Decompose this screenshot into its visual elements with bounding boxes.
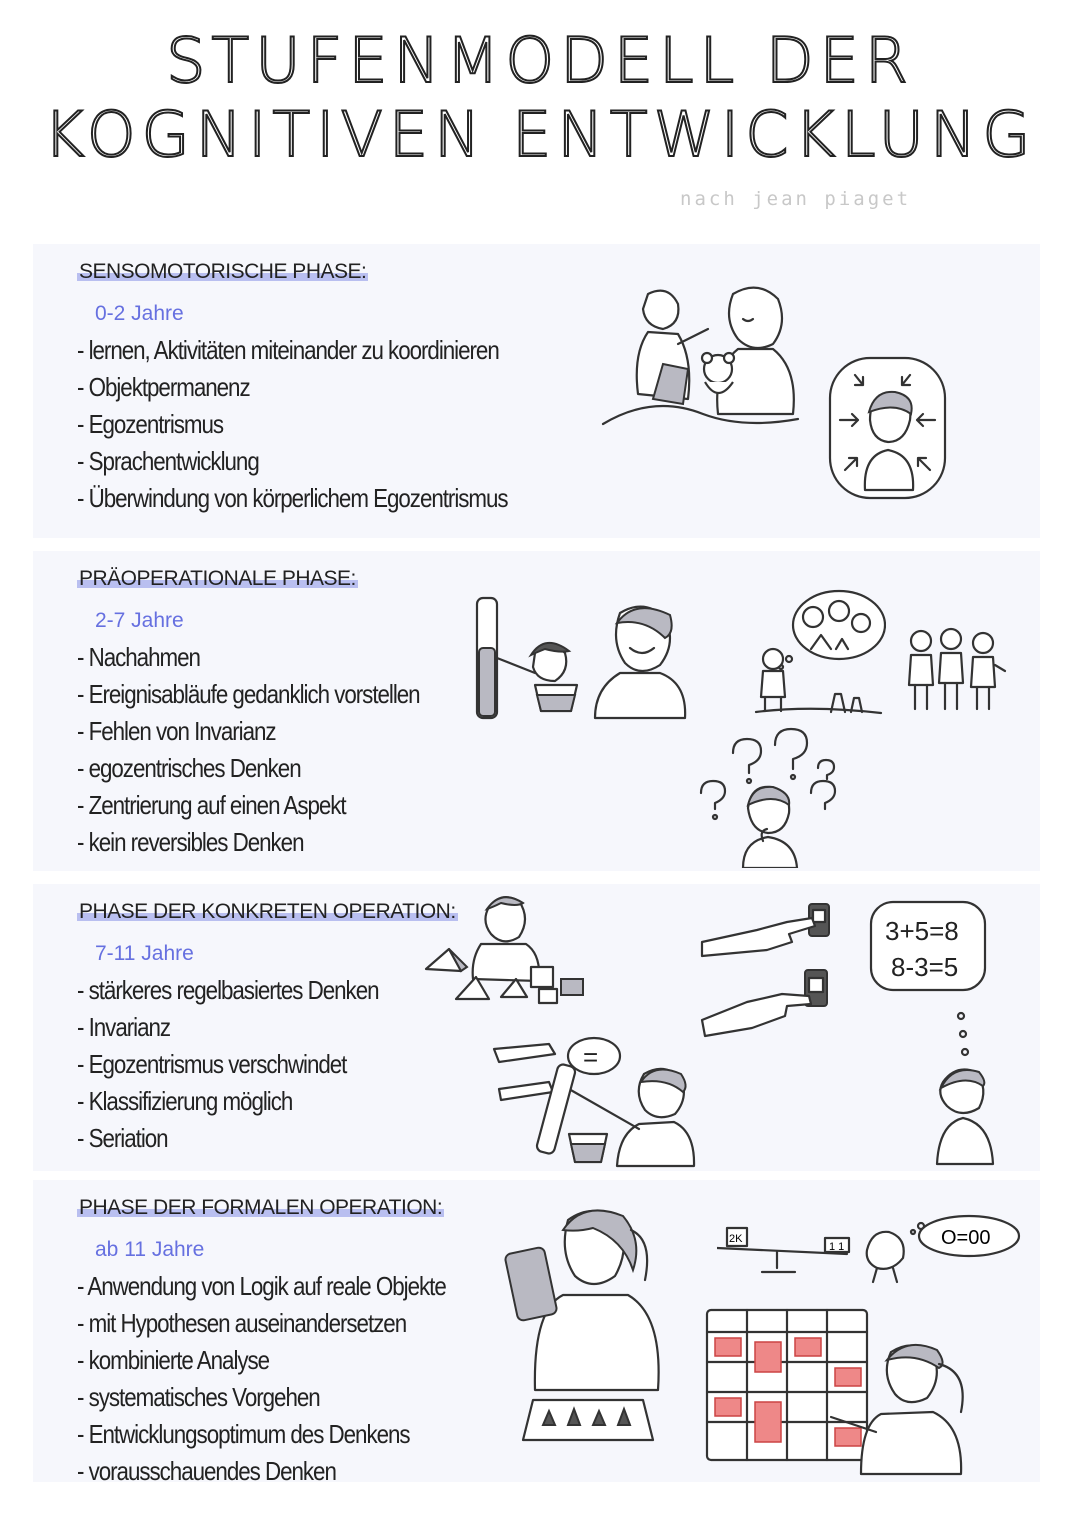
subtitle: nach jean piaget	[680, 188, 912, 210]
list-item: - Ereignisabläufe gedanklich vorstellen	[77, 679, 420, 709]
phase-section-formale-operation	[33, 1180, 1040, 1486]
list-item: - mit Hypothesen auseinandersetzen	[77, 1308, 407, 1338]
list-item: - Seriation	[77, 1123, 168, 1153]
phase-age: ab 11 Jahre	[95, 1238, 205, 1261]
list-item: - systematisches Vorgehen	[77, 1382, 320, 1412]
list-item: - Fehlen von Invarianz	[77, 716, 276, 746]
phase-title: SENSOMOTORISCHE PHASE:	[79, 260, 367, 283]
phase-age: 7-11 Jahre	[95, 942, 194, 965]
list-item: - vorausschauendes Denken	[77, 1456, 336, 1486]
illustration-boy-building-blocks	[421, 889, 591, 1009]
phase-section-konkrete-operation	[33, 884, 1040, 1171]
illustration-girl-thinking	[931, 1004, 1001, 1169]
phase-item-list	[77, 332, 578, 517]
illustration-hands-pressing-buttons	[697, 900, 837, 1040]
list-item: - Nachahmen	[77, 642, 200, 672]
phase-age: 2-7 Jahre	[95, 609, 184, 632]
list-item: - Zentrierung auf einen Aspekt	[77, 790, 346, 820]
phase-item-list	[77, 1268, 506, 1490]
thought-bubble-text: O=00	[941, 1227, 991, 1249]
illustration-girl-planning-board	[701, 1302, 981, 1477]
list-item: - Entwicklungsoptimum des Denkens	[77, 1419, 410, 1449]
list-item: - Egozentrismus	[77, 409, 224, 439]
list-item: - kombinierte Analyse	[77, 1345, 270, 1375]
illustration-girl-pouring-water	[489, 1034, 699, 1169]
illustration-three-kids	[903, 627, 1008, 712]
phase-item-list	[77, 972, 428, 1157]
phase-title: PHASE DER KONKRETEN OPERATION:	[79, 900, 456, 923]
phase-title: PRÄOPERATIONALE PHASE:	[79, 567, 356, 590]
illustration-girl-cylinder-glass	[465, 593, 690, 723]
list-item: - lernen, Aktivitäten miteinander zu koordinieren	[77, 335, 499, 365]
weight-label: 2K	[729, 1233, 743, 1245]
math-equation-2: 8-3=5	[891, 952, 959, 982]
illustration-boy-question-marks	[693, 723, 843, 868]
equals-bubble: =	[583, 1042, 599, 1072]
illustration-mother-baby-teddy	[593, 274, 808, 439]
title-line-1: STUFENMODELL DER	[166, 24, 914, 97]
illustration-boy-arrows	[825, 350, 950, 505]
phase-section-sensomotorisch	[33, 244, 1040, 538]
list-item: - Egozentrismus verschwindet	[77, 1049, 347, 1079]
title-block	[0, 24, 1080, 171]
illustration-teen-phone-chess	[473, 1200, 683, 1460]
phase-title: PHASE DER FORMALEN OPERATION:	[79, 1196, 443, 1219]
phase-age: 0-2 Jahre	[95, 302, 184, 325]
phase-item-list	[77, 639, 475, 861]
weights-label: 1 1	[829, 1241, 845, 1253]
list-item: - stärkeres regelbasiertes Denken	[77, 975, 379, 1005]
list-item: - kein reversibles Denken	[77, 827, 304, 857]
list-item: - Objektpermanenz	[77, 372, 250, 402]
phase-section-praeoperational	[33, 551, 1040, 871]
list-item: - Sprachentwicklung	[77, 446, 259, 476]
list-item: - Klassifizierung möglich	[77, 1086, 293, 1116]
math-equation-1: 3+5=8	[885, 916, 959, 946]
list-item: - Anwendung von Logik auf reale Objekte	[77, 1271, 446, 1301]
illustration-balance-scale	[717, 1210, 1027, 1285]
list-item: - Invarianz	[77, 1012, 171, 1042]
list-item: - egozentrisches Denken	[77, 753, 301, 783]
list-item: - Überwindung von körperlichem Egozentrismus	[77, 483, 508, 513]
illustration-math-thought-bubble	[867, 898, 992, 998]
illustration-boy-sandcastle-dream	[751, 587, 886, 717]
title-line-2: KOGNITIVEN ENTWICKLUNG	[43, 98, 1037, 171]
